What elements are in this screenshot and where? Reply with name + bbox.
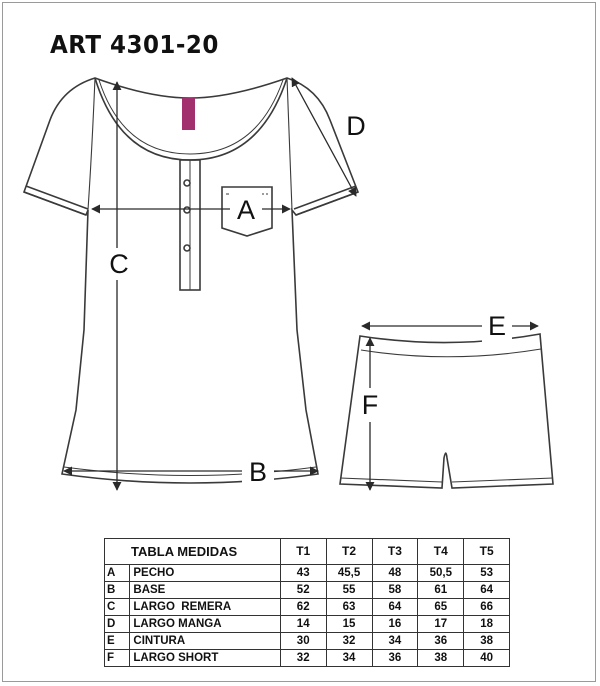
cell-value: 32 (280, 650, 326, 667)
label-c: C (109, 249, 129, 279)
button (184, 245, 190, 251)
tshirt (24, 78, 358, 483)
cell-value: 65 (418, 599, 464, 616)
row-name: LARGO REMERA (130, 599, 280, 616)
cell-value: 43 (280, 565, 326, 582)
row-name: LARGO MANGA (130, 616, 280, 633)
shorts-dimensions (362, 326, 538, 490)
label-a: A (236, 195, 256, 225)
right-sleeve-hem (294, 186, 358, 215)
right-armhole-seam (287, 78, 292, 210)
size-header: T3 (372, 539, 418, 565)
row-code: C (105, 599, 130, 616)
waistband (361, 349, 541, 357)
row-code: D (105, 616, 130, 633)
left-armhole-seam (88, 78, 95, 210)
row-name: CINTURA (130, 633, 280, 650)
cell-value: 64 (372, 599, 418, 616)
cell-value: 61 (418, 582, 464, 599)
label-f: F (361, 390, 379, 420)
tshirt-dimensions (64, 78, 356, 490)
label-d: D (346, 111, 366, 141)
table-row (105, 582, 510, 599)
cell-value: 16 (372, 616, 418, 633)
row-name: LARGO SHORT (130, 650, 280, 667)
table-row (105, 565, 510, 582)
table-title: TABLA MEDIDAS (105, 539, 281, 565)
cell-value: 14 (280, 616, 326, 633)
cell-value: 48 (372, 565, 418, 582)
cell-value: 15 (326, 616, 372, 633)
size-header: T1 (280, 539, 326, 565)
cell-value: 30 (280, 633, 326, 650)
row-code: B (105, 582, 130, 599)
table-row (105, 650, 510, 667)
size-header: T5 (464, 539, 510, 565)
cell-value: 62 (280, 599, 326, 616)
cell-value: 32 (326, 633, 372, 650)
tshirt-outline (24, 78, 358, 483)
cell-value: 58 (372, 582, 418, 599)
row-code: F (105, 650, 130, 667)
table-row (105, 633, 510, 650)
tshirt-dimension-labels (104, 111, 366, 487)
row-name: PECHO (130, 565, 280, 582)
cell-value: 38 (418, 650, 464, 667)
brand-tag (182, 98, 195, 130)
cell-value: 53 (464, 565, 510, 582)
table-header-row (105, 539, 510, 565)
cell-value: 55 (326, 582, 372, 599)
button (184, 180, 190, 186)
cell-value: 36 (372, 650, 418, 667)
button (184, 207, 190, 213)
size-header: T4 (418, 539, 464, 565)
cell-value: 64 (464, 582, 510, 599)
shorts-dimension-labels (355, 308, 512, 422)
measurement-table (104, 538, 510, 667)
cell-value: 36 (418, 633, 464, 650)
right-leg-hem (452, 478, 553, 482)
row-code: E (105, 633, 130, 650)
label-e: E (487, 311, 507, 341)
left-leg-hem (340, 478, 442, 482)
cell-value: 40 (464, 650, 510, 667)
cell-value: 34 (326, 650, 372, 667)
article-title: ART 4301-20 (50, 30, 219, 59)
table-row (105, 616, 510, 633)
cell-value: 45,5 (326, 565, 372, 582)
cell-value: 17 (418, 616, 464, 633)
cell-value: 34 (372, 633, 418, 650)
cell-value: 50,5 (418, 565, 464, 582)
row-name: BASE (130, 582, 280, 599)
size-header: T2 (326, 539, 372, 565)
label-b: B (248, 457, 268, 487)
table-row (105, 599, 510, 616)
cell-value: 66 (464, 599, 510, 616)
left-sleeve-hem (24, 186, 88, 215)
cell-value: 63 (326, 599, 372, 616)
cell-value: 18 (464, 616, 510, 633)
row-code: A (105, 565, 130, 582)
cell-value: 52 (280, 582, 326, 599)
cell-value: 38 (464, 633, 510, 650)
